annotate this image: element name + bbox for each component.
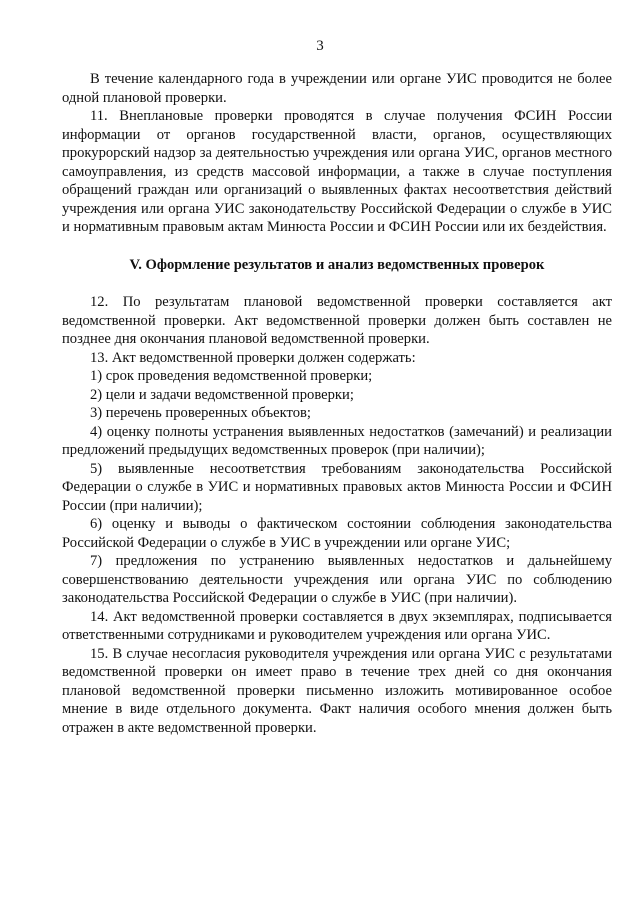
list-item-7: 7) предложения по устранению выявленных недостатков и дальнейшему совершенствованию деятельности учреждения или органа УИС по соблюдению законодательства Российской Федерации о службе в УИС (при наличии). bbox=[62, 553, 612, 606]
list-item-6: 6) оценку и выводы о фактическом состоянии соблюдения законодательства Российской Федерации о службе в УИС в учреждении или органе УИС; bbox=[62, 516, 612, 551]
list-item-1: 1) срок проведения ведомственной проверки; bbox=[90, 368, 373, 384]
paragraph-14-copies: 14. Акт ведомственной проверки составляется в двух экземплярах, подписывается ответственными сотрудниками и руководителем учреждения или органа УИС. bbox=[62, 608, 612, 643]
list-item-5: 5) выявленные несоответствия требованиям законодательства Российской Федерации о службе в УИС и нормативных правовых актов Минюста России и ФСИН России (при наличии); bbox=[62, 460, 612, 514]
page-number: 3 bbox=[316, 38, 324, 54]
paragraph-12-act: 12. По результатам плановой ведомственной проверки составляется акт ведомственной проверки. Акт ведомственной проверки должен быть составлен не позднее дня окончания плановой ведомственной проверки. bbox=[62, 294, 612, 347]
paragraph-planned-inspection-limit: В течение календарного года в учреждении или органе УИС проводится не более одной плановой проверки. bbox=[62, 71, 612, 106]
list-item-3: 3) перечень проверенных объектов; bbox=[90, 405, 311, 421]
paragraph-11-unscheduled-inspections: 11. Внеплановые проверки проводятся в случае получения ФСИН России информации от органов государственной власти, органов, осуществляющих прокурорский надзор за деятельностью учреждения или органа УИС, органов местного самоуправления, из средств массовой информации, а также в случае поступления обращений граждан или организаций о выявленных фактах несоответствия действий учреждения или органа УИС законодательству Российской Федерации о службе в УИС и нормативным правовым актам Минюста России и ФСИН России или их бездействия. bbox=[62, 108, 612, 235]
paragraph-13-act-contents: 13. Акт ведомственной проверки должен содержать: bbox=[90, 349, 416, 366]
document-body bbox=[62, 70, 612, 737]
list-item-4: 4) оценку полноты устранения выявленных недостатков (замечаний) и реализации предложений предыдущих ведомственных проверок (при наличии); bbox=[62, 423, 612, 458]
list-item-2: 2) цели и задачи ведомственной проверки; bbox=[90, 386, 354, 403]
section-heading: V. Оформление результатов и анализ ведомственных проверок bbox=[129, 256, 545, 273]
paragraph-15-disagreement: 15. В случае несогласия руководителя учреждения или органа УИС с результатами ведомственной проверки он имеет право в течение трех дней со дня окончания плановой ведомственной проверки письменно изложить мотивированное особое мнение в виде отдельного документа. Факт наличия особого мнения должен быть отражен в акте ведомственной проверки. bbox=[62, 645, 612, 736]
